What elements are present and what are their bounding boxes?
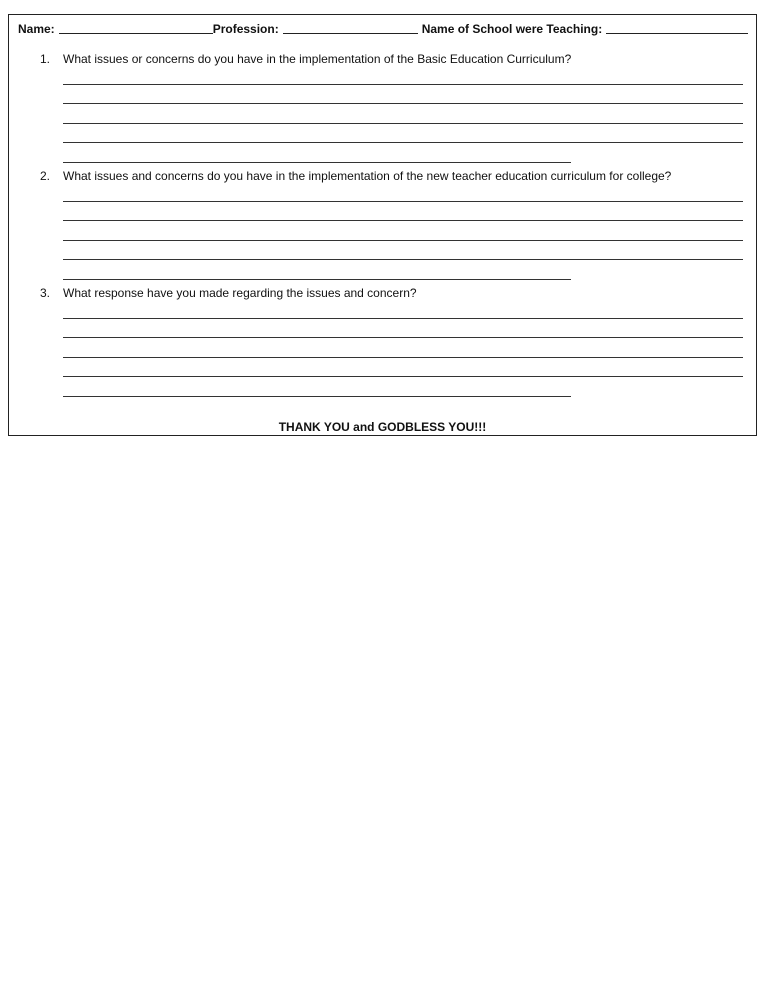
answer-line[interactable] <box>63 123 743 124</box>
name-blank[interactable] <box>59 21 213 34</box>
answer-line[interactable] <box>63 162 571 163</box>
answer-line[interactable] <box>63 201 743 202</box>
survey-form <box>8 14 757 436</box>
profession-label: Profession: <box>212 22 279 36</box>
name-label: Name: <box>18 22 55 36</box>
answer-line[interactable] <box>63 279 571 280</box>
school-blank[interactable] <box>606 21 748 34</box>
answer-line[interactable] <box>63 337 743 338</box>
answer-line[interactable] <box>63 84 743 85</box>
question-text: What issues or concerns do you have in the implementation of the Basic Education Curriculum? <box>63 52 572 66</box>
answer-line[interactable] <box>63 103 743 104</box>
answer-line[interactable] <box>63 376 743 377</box>
answer-line[interactable] <box>63 220 743 221</box>
answer-line[interactable] <box>63 259 743 260</box>
school-label: Name of School were Teaching: <box>421 22 603 36</box>
answer-line[interactable] <box>63 396 571 397</box>
question-number: 3. <box>40 286 51 300</box>
question-number: 2. <box>40 169 51 183</box>
question-text: What issues and concerns do you have in the implementation of the new teacher education curriculum for college? <box>63 169 672 183</box>
answer-line[interactable] <box>63 318 743 319</box>
profession-blank[interactable] <box>283 21 418 34</box>
answer-line[interactable] <box>63 240 743 241</box>
respondent-info-row <box>18 20 748 36</box>
question-text: What response have you made regarding the issues and concern? <box>63 286 417 300</box>
answer-line[interactable] <box>63 357 743 358</box>
question-number: 1. <box>40 52 51 66</box>
thank-you-message: THANK YOU and GODBLESS YOU!!! <box>278 420 487 434</box>
answer-line[interactable] <box>63 142 743 143</box>
